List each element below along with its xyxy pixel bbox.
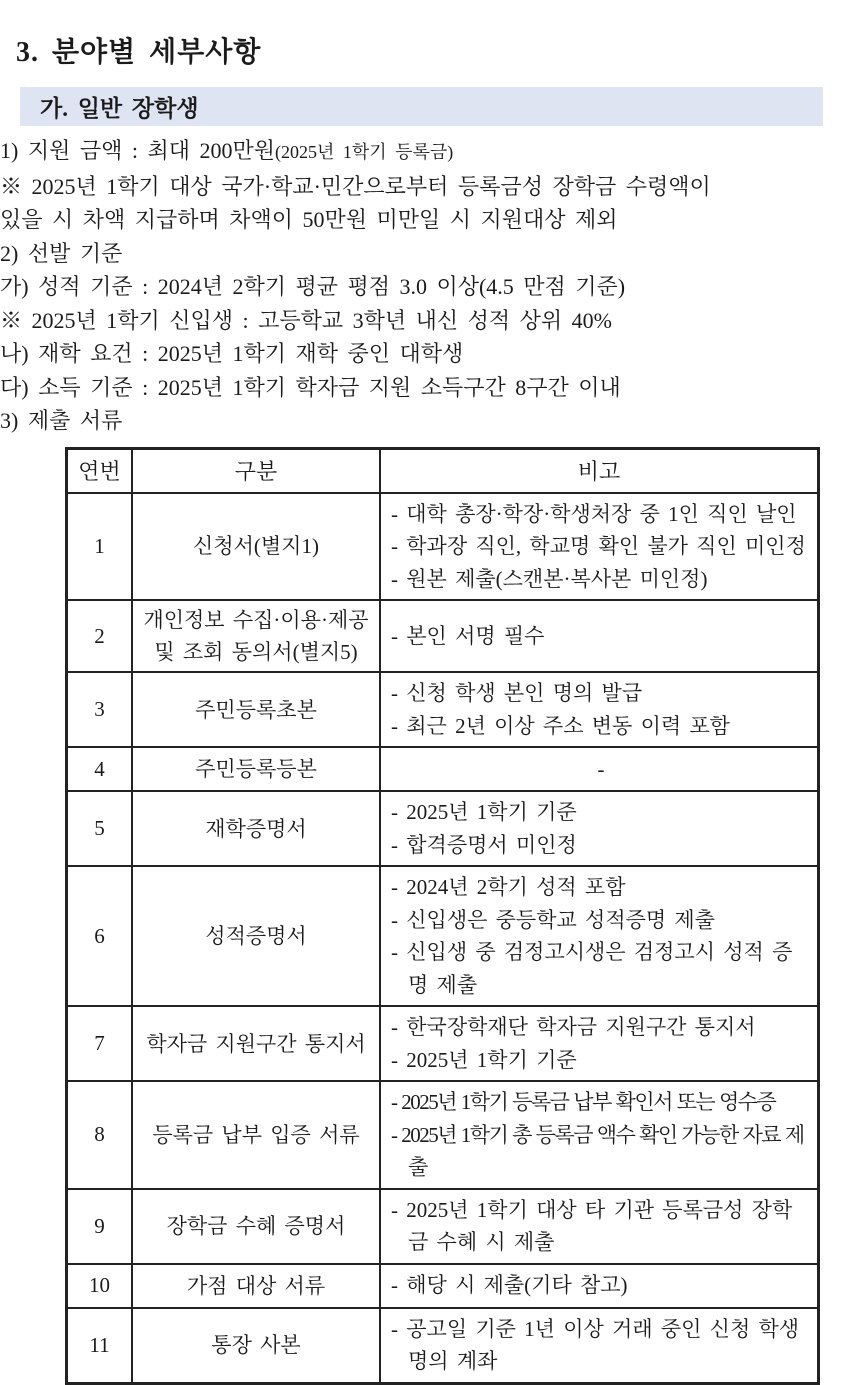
line-income-criteria: 다) 소득 기준 : 2025년 1학기 학자금 지원 소득구간 8구간 이내 bbox=[0, 374, 621, 400]
row-number: 7 bbox=[67, 1006, 133, 1081]
note-line: - 한국장학재단 학자금 지원구간 통지서 bbox=[391, 1015, 756, 1039]
row-notes bbox=[380, 600, 819, 672]
note-line: - 신청 학생 본인 명의 발급 bbox=[391, 681, 643, 705]
note-line: - 공고일 기준 1년 이상 거래 중인 신청 학생 명의 계좌 bbox=[391, 1316, 800, 1373]
row-number: 1 bbox=[67, 493, 133, 601]
header-cell-category: 구분 bbox=[132, 448, 380, 493]
note-line: - 신입생 중 검정고시생은 검정고시 성적 증명 제출 bbox=[391, 940, 793, 997]
table-row-6 bbox=[67, 866, 819, 1006]
row-category: 가점 대상 서류 bbox=[132, 1264, 380, 1308]
table-row-9 bbox=[67, 1189, 819, 1264]
line-support-amount: 1) 지원 금액 : 최대 200만원(2025년 1학기 등록금) bbox=[0, 138, 454, 163]
line-freshman-note: ※ 2025년 1학기 신입생 : 고등학교 3학년 내신 성적 상위 40% bbox=[0, 307, 612, 333]
submission-documents-table bbox=[65, 447, 820, 1385]
table-row-10 bbox=[67, 1264, 819, 1308]
line-submission-docs: 3) 제출 서류 bbox=[0, 408, 123, 433]
row-notes bbox=[380, 791, 819, 866]
note-line: - 2025년 1학기 대상 타 기관 등록금성 장학금 수혜 시 제출 bbox=[391, 1197, 793, 1254]
note-line: - 2025년 1학기 등록금 납부 확인서 또는 영수증 bbox=[391, 1090, 776, 1114]
row-category: 주민등록등본 bbox=[132, 747, 380, 791]
table-row-4 bbox=[67, 747, 819, 791]
section-header bbox=[20, 87, 823, 126]
row-number: 10 bbox=[67, 1264, 133, 1308]
line-enrollment-criteria: 나) 재학 요건 : 2025년 1학기 재학 중인 대학생 bbox=[0, 341, 464, 366]
line-grade-criteria: 가) 성적 기준 : 2024년 2학기 평균 평점 3.0 이상(4.5 만점 기준) bbox=[0, 274, 626, 299]
note-line: - 해당 시 제출(기타 참고) bbox=[391, 1273, 628, 1298]
row-notes bbox=[380, 747, 819, 791]
row-number: 8 bbox=[67, 1081, 133, 1189]
row-category: 주민등록초본 bbox=[132, 672, 380, 747]
note-line: - 신입생은 중등학교 성적증명 제출 bbox=[391, 907, 715, 932]
note-line: - 원본 제출(스캔본·복사본 미인정) bbox=[391, 566, 708, 591]
row-number: 4 bbox=[67, 747, 133, 791]
note-line: - 본인 서명 필수 bbox=[391, 623, 545, 648]
line-note-tuition-1: ※ 2025년 1학기 대상 국가·학교·민간으로부터 등록금성 장학금 수령액이 bbox=[0, 173, 711, 199]
line-selection-criteria: 2) 선발 기준 bbox=[0, 240, 123, 266]
row-category: 등록금 납부 입증 서류 bbox=[132, 1081, 380, 1189]
table-row-1 bbox=[67, 493, 819, 601]
note-line: - 2025년 1학기 기준 bbox=[391, 800, 577, 824]
header-cell-number: 연번 bbox=[67, 448, 133, 493]
table-row-2 bbox=[67, 600, 819, 672]
row-category: 개인정보 수집·이용·제공 및 조회 동의서(별지5) bbox=[132, 600, 380, 672]
row-number: 11 bbox=[67, 1308, 133, 1384]
note-line: - bbox=[597, 756, 605, 781]
support-amount-paren: (2025년 1학기 등록금) bbox=[274, 142, 454, 162]
row-category: 통장 사본 bbox=[132, 1308, 380, 1384]
table-row-11 bbox=[67, 1308, 819, 1384]
table-header-row bbox=[67, 448, 819, 493]
line-note-tuition-2: 있을 시 차액 지급하며 차액이 50만원 미만일 시 지원대상 제외 bbox=[0, 207, 618, 232]
section-header-label: 가. 일반 장학생 bbox=[40, 96, 199, 121]
page-title: 3. 분야별 세부사항 bbox=[16, 37, 262, 68]
header-cell-notes: 비고 bbox=[380, 448, 819, 493]
note-line: - 2025년 1학기 기준 bbox=[391, 1047, 577, 1072]
row-notes bbox=[380, 1264, 819, 1308]
row-number: 6 bbox=[67, 866, 133, 1006]
row-category: 재학증명서 bbox=[132, 791, 380, 866]
row-category: 성적증명서 bbox=[132, 866, 380, 1006]
intro-text-block bbox=[0, 134, 850, 438]
table-row-3 bbox=[67, 672, 819, 747]
row-number: 2 bbox=[67, 600, 133, 672]
note-line: - 2025년 1학기 총 등록금 액수 확인 가능한 자료 제출 bbox=[391, 1122, 804, 1179]
row-notes bbox=[380, 1081, 819, 1189]
row-category: 장학금 수혜 증명서 bbox=[132, 1189, 380, 1264]
row-notes bbox=[380, 493, 819, 601]
note-line: - 최근 2년 이상 주소 변동 이력 포함 bbox=[391, 713, 730, 738]
row-notes bbox=[380, 1308, 819, 1384]
table-row-8 bbox=[67, 1081, 819, 1189]
row-number: 3 bbox=[67, 672, 133, 747]
note-line: - 합격증명서 미인정 bbox=[391, 832, 577, 857]
row-number: 9 bbox=[67, 1189, 133, 1264]
row-category: 학자금 지원구간 통지서 bbox=[132, 1006, 380, 1081]
row-category: 신청서(별지1) bbox=[132, 493, 380, 601]
row-notes bbox=[380, 1189, 819, 1264]
row-notes bbox=[380, 672, 819, 747]
note-line: - 대학 총장·학장·학생처장 중 1인 직인 날인 bbox=[391, 501, 797, 526]
row-notes bbox=[380, 866, 819, 1006]
table-row-5 bbox=[67, 791, 819, 866]
note-line: - 2024년 2학기 성적 포함 bbox=[391, 875, 626, 899]
row-notes bbox=[380, 1006, 819, 1081]
table-row-7 bbox=[67, 1006, 819, 1081]
note-line: - 학과장 직인, 학교명 확인 불가 직인 미인정 bbox=[391, 534, 806, 558]
row-number: 5 bbox=[67, 791, 133, 866]
